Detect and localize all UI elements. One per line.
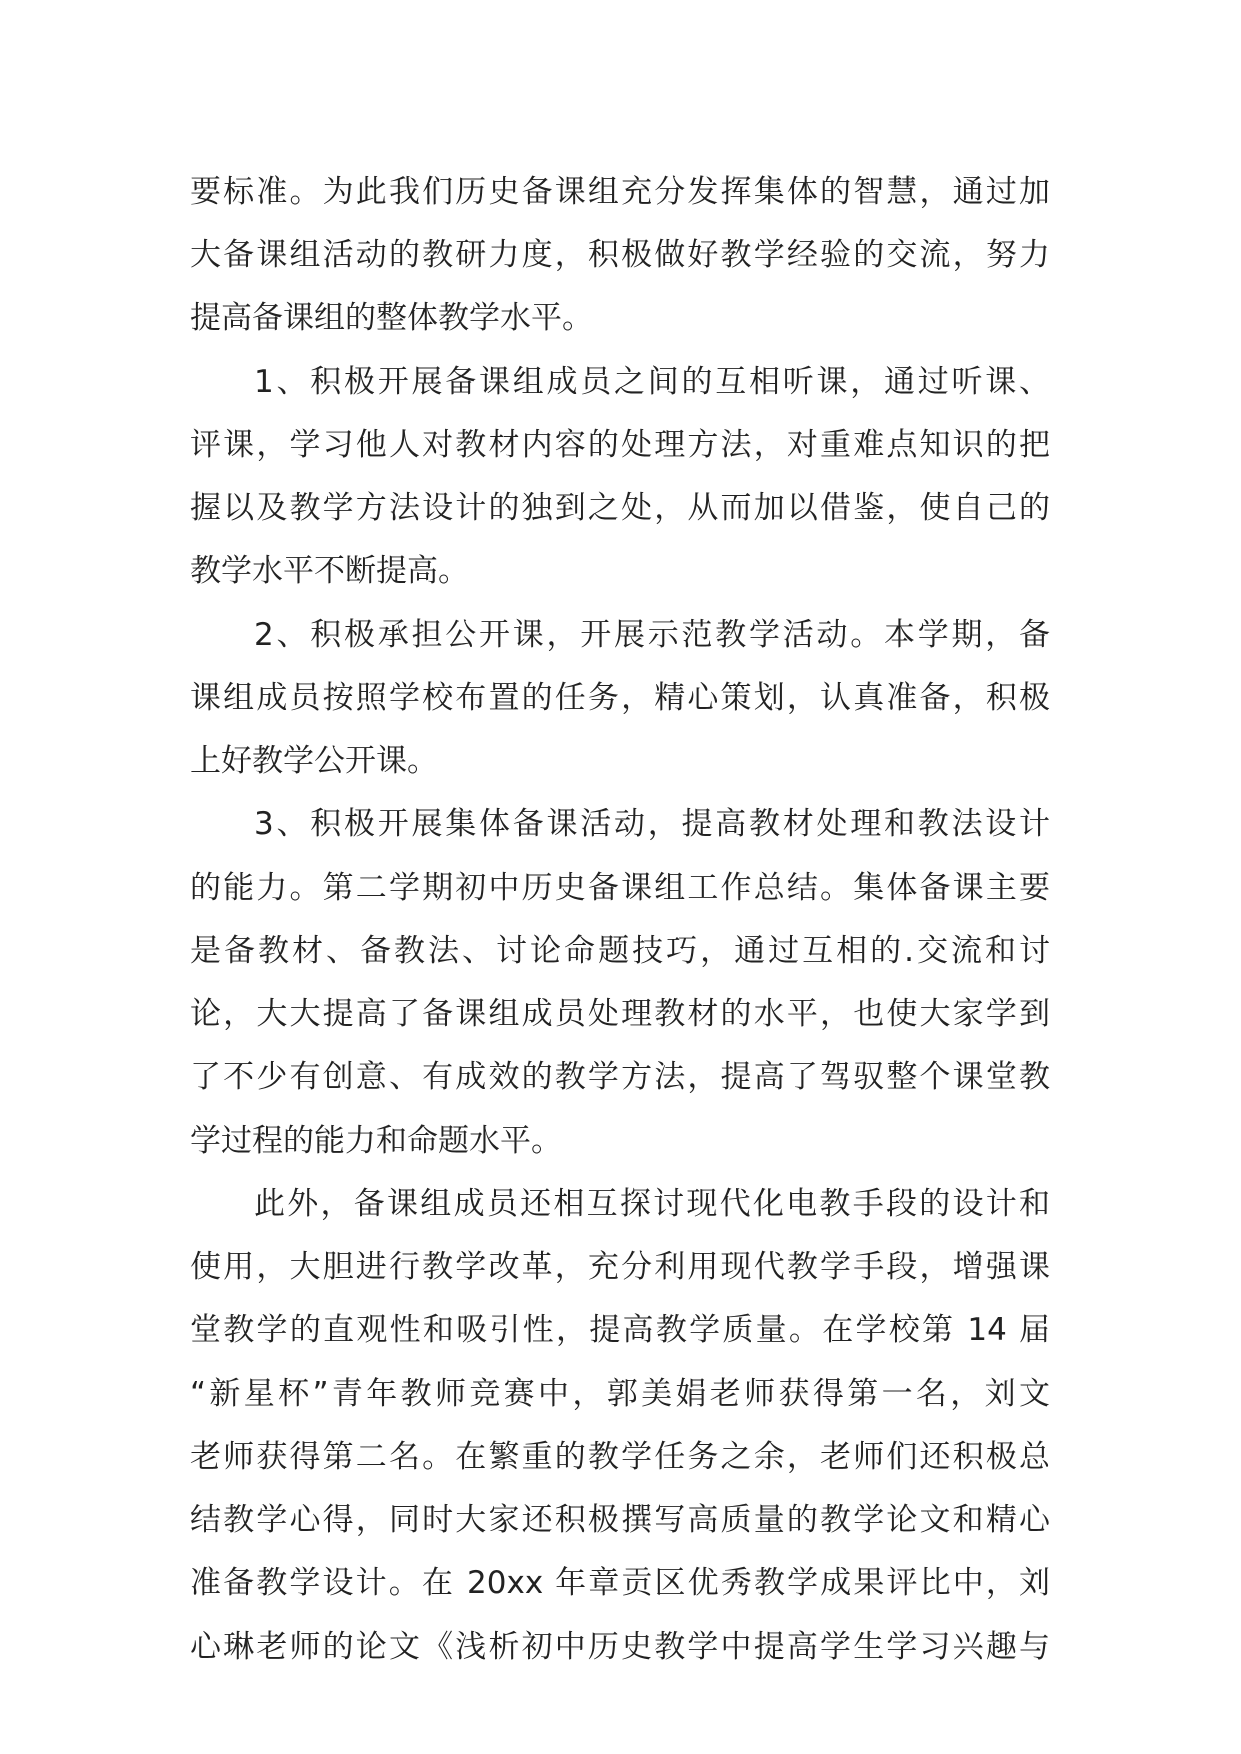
text-line: 此外，备课组成员还相互探讨现代化电教手段的设计和 <box>254 1186 1050 1222</box>
text-line: 3、积极开展集体备课活动，提高教材处理和教法设计 <box>254 806 1050 842</box>
text-line: 评课，学习他人对教材内容的处理方法，对重难点知识的把 <box>190 427 1050 463</box>
text-line: 心琳老师的论文《浅析初中历史教学中提高学生学习兴趣与 <box>190 1629 1050 1665</box>
text-line: 的能力。第二学期初中历史备课组工作总结。集体备课主要 <box>190 870 1050 906</box>
text-line: 1、积极开展备课组成员之间的互相听课，通过听课、 <box>254 364 1050 400</box>
text-line: 握以及教学方法设计的独到之处，从而加以借鉴，使自己的 <box>190 490 1050 526</box>
text-line: 教学水平不断提高。 <box>190 553 469 589</box>
text-line: 大备课组活动的教研力度，积极做好教学经验的交流，努力 <box>190 237 1050 273</box>
text-line: “新星杯”青年教师竞赛中，郭美娟老师获得第一名，刘文 <box>190 1376 1050 1412</box>
text-line: 论，大大提高了备课组成员处理教材的水平，也使大家学到 <box>190 996 1050 1032</box>
text-line: 结教学心得，同时大家还积极撰写高质量的教学论文和精心 <box>190 1502 1050 1538</box>
text-line: 是备教材、备教法、讨论命题技巧，通过互相的.交流和讨 <box>190 933 1050 969</box>
text-line: 老师获得第二名。在繁重的教学任务之余，老师们还积极总 <box>190 1439 1050 1475</box>
text-line: 提高备课组的整体教学水平。 <box>190 300 593 336</box>
text-line: 准备教学设计。在 20xx 年章贡区优秀教学成果评比中，刘 <box>190 1565 1050 1601</box>
text-line: 使用，大胆进行教学改革，充分利用现代教学手段，增强课 <box>190 1249 1050 1285</box>
text-line: 上好教学公开课。 <box>190 743 438 779</box>
text-line: 2、积极承担公开课，开展示范教学活动。本学期，备 <box>254 617 1050 653</box>
text-line: 要标准。为此我们历史备课组充分发挥集体的智慧，通过加 <box>190 174 1050 210</box>
text-line: 学过程的能力和命题水平。 <box>190 1123 562 1159</box>
text-line: 了不少有创意、有成效的教学方法，提高了驾驭整个课堂教 <box>190 1059 1050 1095</box>
text-line: 课组成员按照学校布置的任务，精心策划，认真准备，积极 <box>190 680 1050 716</box>
text-line: 堂教学的直观性和吸引性，提高教学质量。在学校第 14 届 <box>190 1312 1050 1348</box>
